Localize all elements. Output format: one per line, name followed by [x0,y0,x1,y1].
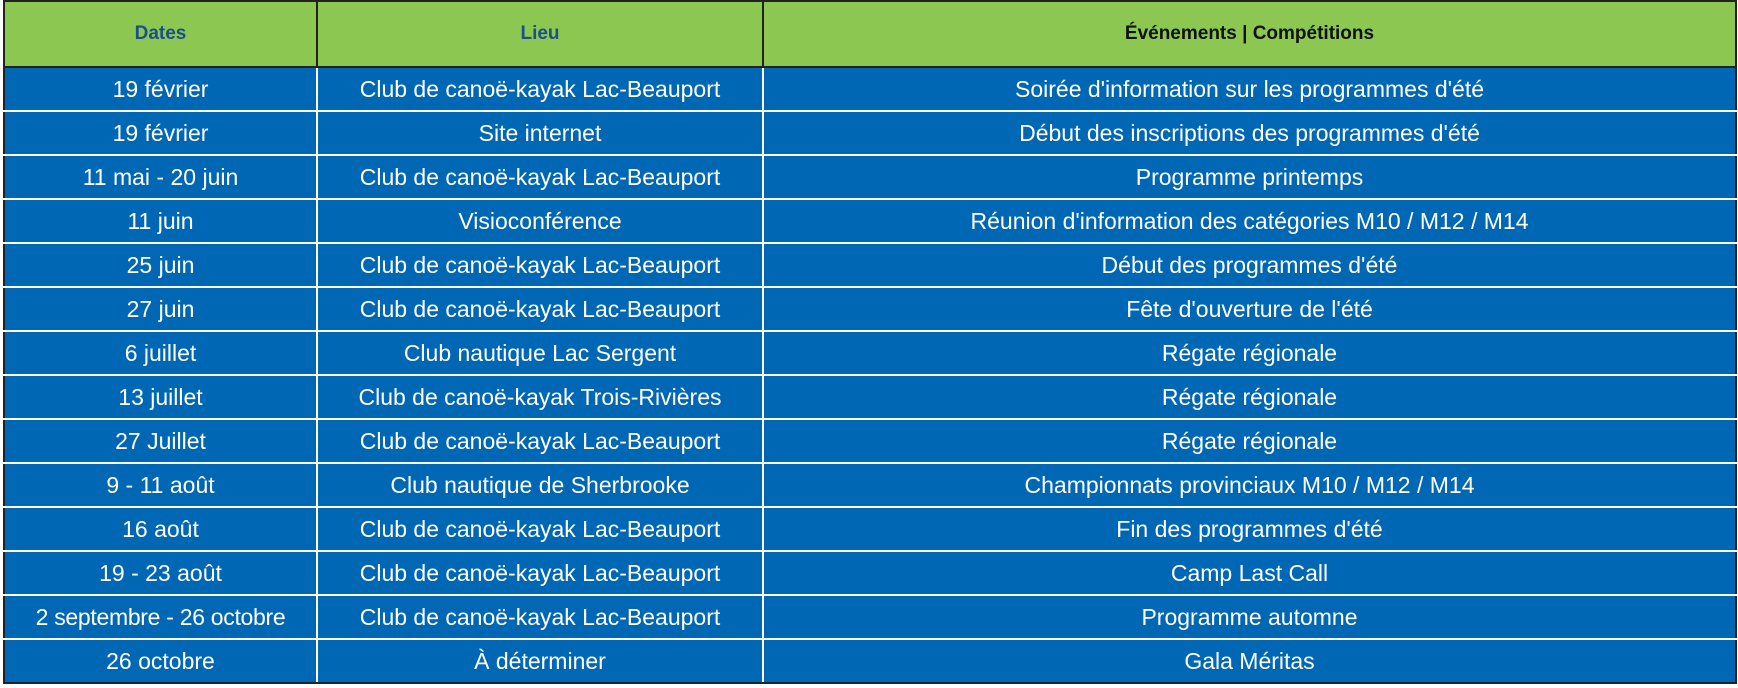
events-table-container [3,0,1735,686]
table-row [4,639,1736,683]
table-row [4,375,1736,419]
cell-evenement: Camp Last Call [763,551,1736,595]
table-row [4,463,1736,507]
header-lieu: Lieu [317,1,763,67]
table-row [4,331,1736,375]
header-row [4,1,1736,67]
table-body [4,67,1736,683]
table-row [4,507,1736,551]
cell-evenement: Programme printemps [763,155,1736,199]
cell-lieu: Club de canoë-kayak Lac-Beauport [317,67,763,111]
table-row [4,67,1736,111]
cell-lieu: Club de canoë-kayak Lac-Beauport [317,287,763,331]
events-table [3,0,1737,684]
cell-evenement: Soirée d'information sur les programmes d'été [763,67,1736,111]
cell-date: 2 septembre - 26 octobre [4,595,317,639]
table-row [4,551,1736,595]
table-row [4,419,1736,463]
header-evenements: Événements | Compétitions [763,1,1736,67]
cell-lieu: Club de canoë-kayak Trois-Rivières [317,375,763,419]
cell-date: 25 juin [4,243,317,287]
cell-evenement: Gala Méritas [763,639,1736,683]
cell-evenement: Fête d'ouverture de l'été [763,287,1736,331]
table-row [4,155,1736,199]
cell-date: 19 février [4,67,317,111]
cell-lieu: À déterminer [317,639,763,683]
cell-date: 26 octobre [4,639,317,683]
cell-lieu: Club de canoë-kayak Lac-Beauport [317,595,763,639]
cell-lieu: Club de canoë-kayak Lac-Beauport [317,507,763,551]
table-row [4,111,1736,155]
cell-date: 19 février [4,111,317,155]
cell-date: 13 juillet [4,375,317,419]
cell-date: 11 mai - 20 juin [4,155,317,199]
cell-evenement: Régate régionale [763,331,1736,375]
cell-date: 11 juin [4,199,317,243]
cell-lieu: Site internet [317,111,763,155]
cell-evenement: Début des programmes d'été [763,243,1736,287]
cell-evenement: Championnats provinciaux M10 / M12 / M14 [763,463,1736,507]
cell-date: 16 août [4,507,317,551]
table-row [4,287,1736,331]
cell-lieu: Club nautique de Sherbrooke [317,463,763,507]
header-dates: Dates [4,1,317,67]
cell-evenement: Fin des programmes d'été [763,507,1736,551]
cell-lieu: Club de canoë-kayak Lac-Beauport [317,243,763,287]
table-row [4,243,1736,287]
table-row [4,199,1736,243]
cell-date: 19 - 23 août [4,551,317,595]
cell-lieu: Club nautique Lac Sergent [317,331,763,375]
cell-evenement: Début des inscriptions des programmes d'été [763,111,1736,155]
cell-evenement: Programme automne [763,595,1736,639]
cell-date: 6 juillet [4,331,317,375]
table-row [4,595,1736,639]
cell-lieu: Club de canoë-kayak Lac-Beauport [317,155,763,199]
cell-lieu: Club de canoë-kayak Lac-Beauport [317,551,763,595]
cell-lieu: Club de canoë-kayak Lac-Beauport [317,419,763,463]
cell-date: 27 Juillet [4,419,317,463]
cell-evenement: Régate régionale [763,419,1736,463]
cell-date: 9 - 11 août [4,463,317,507]
cell-date: 27 juin [4,287,317,331]
cell-lieu: Visioconférence [317,199,763,243]
cell-evenement: Régate régionale [763,375,1736,419]
cell-evenement: Réunion d'information des catégories M10 / M12 / M14 [763,199,1736,243]
